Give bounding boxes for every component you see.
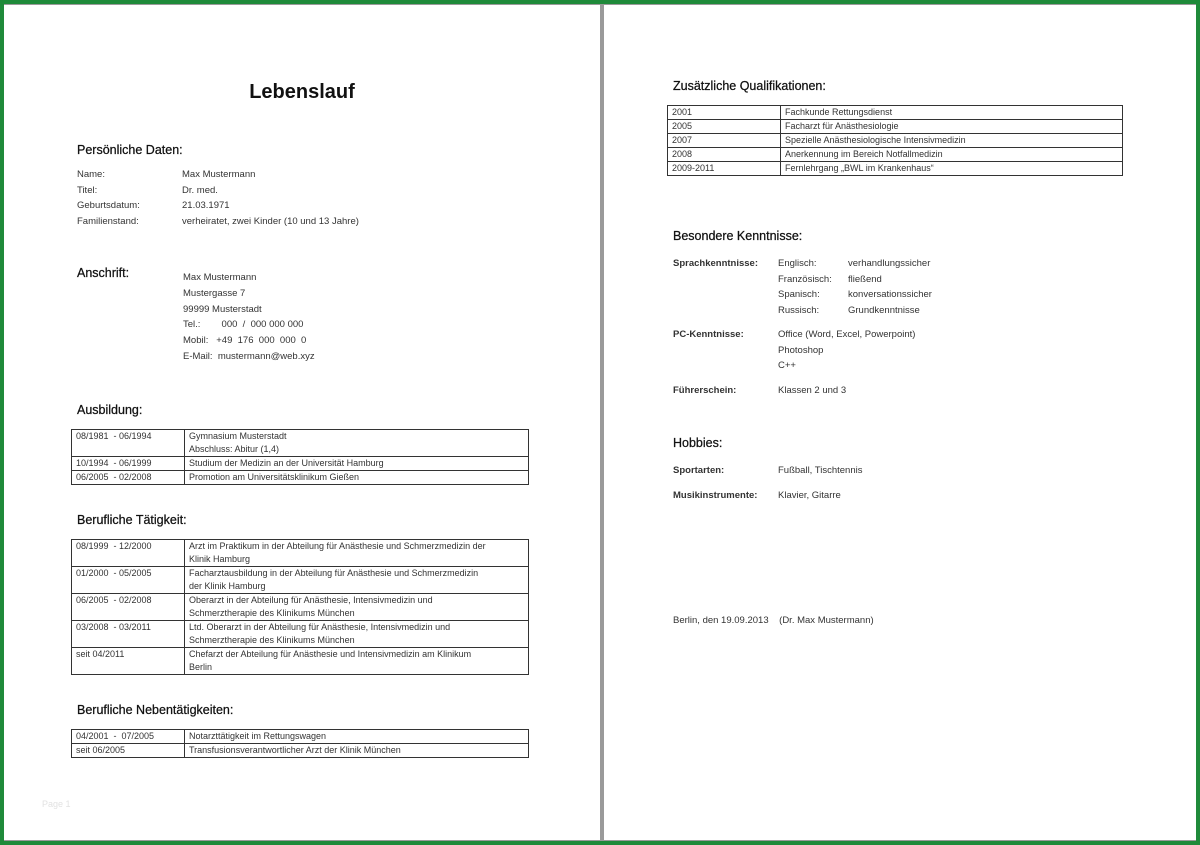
address-block <box>183 270 315 365</box>
personal-row <box>77 214 577 230</box>
cell-line: Gymnasium Musterstadt <box>189 431 287 441</box>
cell-line: Klinik Hamburg <box>189 554 251 564</box>
language-name: Russisch: <box>778 304 820 316</box>
pc-skill: Office (Word, Excel, Powerpoint) <box>778 329 916 340</box>
table-row <box>668 106 1123 120</box>
cell-line: Ltd. Oberarzt in der Abteilung für Anästhesie, Intensivmedizin und <box>189 622 451 632</box>
date-cell: 10/1994 - 06/1999 <box>72 457 185 471</box>
text-cell <box>185 594 529 621</box>
personal-data-list <box>77 167 577 229</box>
personal-value: verheiratet, zwei Kinder (10 und 13 Jahre) <box>182 215 359 227</box>
text-cell: Studium der Medizin an der Universität Hamburg <box>185 457 529 471</box>
personal-data-heading: Persönliche Daten: <box>77 143 183 157</box>
date-cell: 08/1981 - 06/1994 <box>72 430 185 457</box>
education-heading: Ausbildung: <box>77 403 143 417</box>
cell-line: Abschluss: Abitur (1,4) <box>189 444 280 454</box>
table-row <box>668 148 1123 162</box>
text-cell: Fachkunde Rettungsdienst <box>781 106 1123 120</box>
address-line: Max Mustermann <box>183 272 257 283</box>
signature-line: Berlin, den 19.09.2013 (Dr. Max Mustermann) <box>673 615 874 626</box>
hobbies-heading: Hobbies: <box>673 436 723 450</box>
table-row <box>72 648 529 675</box>
date-cell: 2007 <box>668 134 781 148</box>
pc-skills-block <box>673 327 1153 374</box>
languages-block <box>673 256 1153 318</box>
table-row <box>72 621 529 648</box>
text-cell <box>185 621 529 648</box>
text-cell: Spezielle Anästhesiologische Intensivmedizin <box>781 134 1123 148</box>
page-1 <box>4 5 600 840</box>
cell-line: Oberarzt in der Abteilung für Anästhesie, Intensivmedizin und <box>189 595 433 605</box>
career-heading: Berufliche Tätigkeit: <box>77 513 187 527</box>
table-row <box>72 430 529 457</box>
address-line: E-Mail: mustermann@web.xyz <box>183 350 315 362</box>
license-row <box>673 383 1153 399</box>
text-cell: Facharzt für Anästhesiologie <box>781 120 1123 134</box>
language-row <box>673 256 1153 272</box>
date-cell: 2005 <box>668 120 781 134</box>
table-row <box>72 471 529 485</box>
date-cell: 2001 <box>668 106 781 120</box>
sport-label: Sportarten: <box>673 465 725 476</box>
text-cell: Promotion am Universitätsklinikum Gießen <box>185 471 529 485</box>
music-label: Musikinstrumente: <box>673 490 758 501</box>
side-jobs-table <box>71 729 529 758</box>
table-row <box>72 457 529 471</box>
language-row <box>673 287 1153 303</box>
cell-line: Schmerztherapie des Klinikums München <box>189 608 355 618</box>
table-row <box>72 730 529 744</box>
personal-key: Familienstand: <box>77 215 139 227</box>
career-table <box>71 539 529 675</box>
text-cell <box>185 430 529 457</box>
address-heading: Anschrift: <box>77 266 130 280</box>
date-cell: seit 06/2005 <box>72 744 185 758</box>
personal-row <box>77 183 577 199</box>
date-cell: seit 04/2011 <box>72 648 185 675</box>
cell-line: Arzt im Praktikum in der Abteilung für Anästhesie und Schmerzmedizin der <box>189 541 486 551</box>
date-cell: 08/1999 - 12/2000 <box>72 540 185 567</box>
sport-row <box>673 463 1153 479</box>
address-line: Mustergasse 7 <box>183 287 246 299</box>
pc-skill: C++ <box>778 360 796 371</box>
text-cell <box>185 648 529 675</box>
text-cell: Transfusionsverantwortlicher Arzt der Klinik München <box>185 744 529 758</box>
pc-row <box>673 327 1153 343</box>
cell-line: Facharztausbildung in der Abteilung für Anästhesie und Schmerzmedizin <box>189 568 479 578</box>
language-level: fließend <box>848 273 882 285</box>
qualifications-table <box>667 105 1123 176</box>
cell-line: Schmerztherapie des Klinikums München <box>189 635 355 645</box>
language-row <box>673 303 1153 319</box>
language-level: verhandlungssicher <box>848 258 931 269</box>
document-viewer <box>4 4 1196 841</box>
address-line: Mobil: +49 176 000 000 0 <box>183 335 307 347</box>
table-row <box>668 134 1123 148</box>
qualifications-heading: Zusätzliche Qualifikationen: <box>673 79 826 93</box>
personal-row <box>77 198 577 214</box>
skills-heading: Besondere Kenntnisse: <box>673 229 803 243</box>
personal-key: Geburtsdatum: <box>77 200 140 211</box>
table-row <box>72 540 529 567</box>
languages-label: Sprachkenntnisse: <box>673 258 758 269</box>
table-row <box>668 120 1123 134</box>
address-line: 99999 Musterstadt <box>183 303 262 315</box>
date-cell: 03/2008 - 03/2011 <box>72 621 185 648</box>
date-cell: 06/2005 - 02/2008 <box>72 594 185 621</box>
cell-line: der Klinik Hamburg <box>189 581 266 591</box>
license-label: Führerschein: <box>673 385 737 396</box>
language-row <box>673 272 1153 288</box>
page-number-watermark: Page 1 <box>42 799 71 809</box>
personal-row <box>77 167 577 183</box>
text-cell: Notarzttätigkeit im Rettungswagen <box>185 730 529 744</box>
pc-row <box>673 358 1153 374</box>
language-level: konversationssicher <box>848 289 932 300</box>
date-cell: 04/2001 - 07/2005 <box>72 730 185 744</box>
text-cell: Fernlehrgang „BWL im Krankenhaus“ <box>781 162 1123 176</box>
personal-value: 21.03.1971 <box>182 200 230 211</box>
date-cell: 2008 <box>668 148 781 162</box>
address-line: Tel.: 000 / 000 000 000 <box>183 319 304 331</box>
table-row <box>72 567 529 594</box>
license-value: Klassen 2 und 3 <box>778 385 847 396</box>
language-name: Englisch: <box>778 258 817 269</box>
personal-value: Max Mustermann <box>182 169 256 180</box>
side-jobs-heading: Berufliche Nebentätigkeiten: <box>77 703 234 717</box>
pc-row <box>673 343 1153 359</box>
text-cell <box>185 567 529 594</box>
text-cell <box>185 540 529 567</box>
pc-label: PC-Kenntnisse: <box>673 329 744 340</box>
language-name: Französisch: <box>778 273 832 285</box>
text-cell: Anerkennung im Bereich Notfallmedizin <box>781 148 1123 162</box>
page-title: Lebenslauf <box>249 81 355 103</box>
pc-skill: Photoshop <box>778 344 824 356</box>
sports-block <box>673 463 1153 479</box>
language-level: Grundkenntnisse <box>848 304 920 316</box>
education-table <box>71 429 529 485</box>
page-2 <box>604 5 1196 840</box>
table-row <box>668 162 1123 176</box>
music-value: Klavier, Gitarre <box>778 490 841 501</box>
cell-line: Chefarzt der Abteilung für Anästhesie und Intensivmedizin am Klinikum <box>189 649 472 659</box>
language-name: Spanisch: <box>778 289 820 300</box>
date-cell: 2009-2011 <box>668 162 781 176</box>
personal-value: Dr. med. <box>182 184 218 196</box>
sport-value: Fußball, Tischtennis <box>778 465 863 476</box>
personal-key: Titel: <box>77 184 98 196</box>
cell-line: Berlin <box>189 662 213 672</box>
table-row <box>72 744 529 758</box>
music-row <box>673 488 1153 504</box>
table-row <box>72 594 529 621</box>
personal-key: Name: <box>77 169 105 180</box>
music-block <box>673 488 1153 504</box>
date-cell: 01/2000 - 05/2005 <box>72 567 185 594</box>
license-block <box>673 383 1153 399</box>
date-cell: 06/2005 - 02/2008 <box>72 471 185 485</box>
